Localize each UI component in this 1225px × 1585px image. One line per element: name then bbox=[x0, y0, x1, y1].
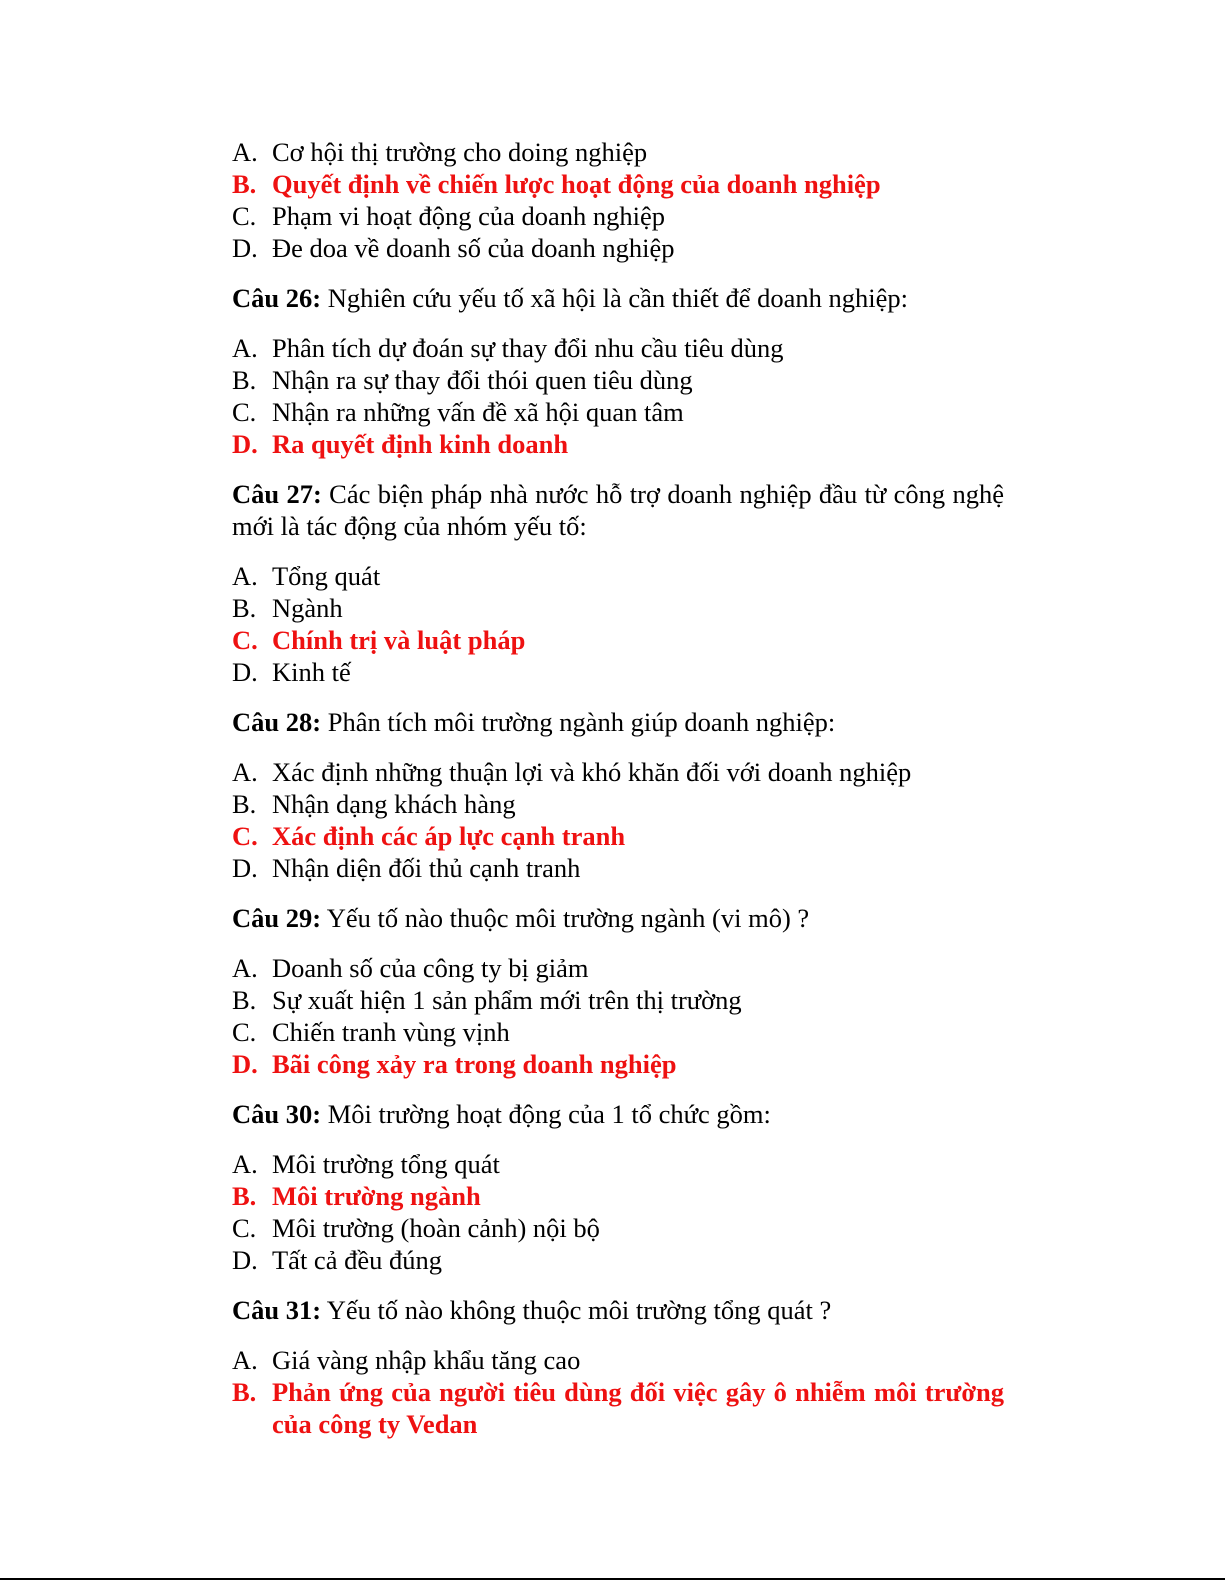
question-26 bbox=[232, 282, 1004, 314]
option-letter: D. bbox=[232, 1245, 258, 1275]
option-text: Sự xuất hiện 1 sản phẩm mới trên thị trường bbox=[272, 985, 742, 1015]
option-text: Bãi công xảy ra trong doanh nghiệp bbox=[272, 1049, 677, 1079]
option-d bbox=[232, 232, 1004, 264]
page-bottom-rule bbox=[0, 1578, 1225, 1580]
option-text: Môi trường tổng quát bbox=[272, 1149, 500, 1179]
option-text: Nhận diện đối thủ cạnh tranh bbox=[272, 853, 581, 883]
option-letter: A. bbox=[232, 561, 258, 591]
question-text: Nghiên cứu yếu tố xã hội là cần thiết để doanh nghiệp: bbox=[327, 283, 908, 313]
option-a bbox=[232, 756, 1004, 788]
question-text: Yếu tố nào thuộc môi trường ngành (vi mô) ? bbox=[326, 903, 810, 933]
option-text: Môi trường ngành bbox=[272, 1181, 481, 1211]
option-letter: C. bbox=[232, 1017, 257, 1047]
option-list bbox=[232, 560, 1004, 688]
option-text: Nhận ra sự thay đổi thói quen tiêu dùng bbox=[272, 365, 693, 395]
option-d bbox=[232, 852, 1004, 884]
option-text: Chiến tranh vùng vịnh bbox=[272, 1017, 510, 1047]
option-c-correct bbox=[232, 624, 1004, 656]
option-c bbox=[232, 1212, 1004, 1244]
question-number: Câu 29: bbox=[232, 903, 322, 933]
option-list bbox=[232, 136, 1004, 264]
option-letter: B. bbox=[232, 985, 257, 1015]
option-letter: A. bbox=[232, 1345, 258, 1375]
option-text: Nhận dạng khách hàng bbox=[272, 789, 516, 819]
option-letter: B. bbox=[232, 169, 257, 199]
option-text: Kinh tế bbox=[272, 657, 351, 687]
option-letter: D. bbox=[232, 429, 258, 459]
option-b-correct bbox=[232, 1376, 1004, 1440]
option-text: Đe doa về doanh số của doanh nghiệp bbox=[272, 233, 675, 263]
option-letter: B. bbox=[232, 365, 257, 395]
option-a bbox=[232, 560, 1004, 592]
option-text: Chính trị và luật pháp bbox=[272, 625, 526, 655]
option-text: Nhận ra những vấn đề xã hội quan tâm bbox=[272, 397, 684, 427]
option-list bbox=[232, 1148, 1004, 1276]
option-letter: A. bbox=[232, 953, 258, 983]
option-c bbox=[232, 396, 1004, 428]
option-c bbox=[232, 200, 1004, 232]
option-b-correct bbox=[232, 1180, 1004, 1212]
option-text: Phản ứng của người tiêu dùng đối việc gây ô nhiễm môi trường của công ty Vedan bbox=[272, 1377, 1004, 1439]
option-list bbox=[232, 756, 1004, 884]
option-text: Ra quyết định kinh doanh bbox=[272, 429, 569, 459]
option-text: Xác định các áp lực cạnh tranh bbox=[272, 821, 626, 851]
option-d-correct bbox=[232, 1048, 1004, 1080]
option-letter: C. bbox=[232, 397, 257, 427]
option-a bbox=[232, 136, 1004, 168]
option-b-correct bbox=[232, 168, 1004, 200]
option-list bbox=[232, 1344, 1004, 1440]
question-number: Câu 31: bbox=[232, 1295, 322, 1325]
option-text: Tất cả đều đúng bbox=[272, 1245, 442, 1275]
question-number: Câu 30: bbox=[232, 1099, 322, 1129]
question-text: Yếu tố nào không thuộc môi trường tổng quát ? bbox=[326, 1295, 832, 1325]
option-a bbox=[232, 952, 1004, 984]
question-31 bbox=[232, 1294, 1004, 1326]
option-list bbox=[232, 952, 1004, 1080]
question-text: Các biện pháp nhà nước hỗ trợ doanh nghiệp đầu từ công nghệ mới là tác động của nhóm yếu tố: bbox=[232, 479, 1005, 541]
option-letter: D. bbox=[232, 1049, 258, 1079]
option-a bbox=[232, 332, 1004, 364]
question-number: Câu 28: bbox=[232, 707, 322, 737]
option-letter: C. bbox=[232, 201, 257, 231]
option-letter: B. bbox=[232, 1377, 257, 1407]
option-text: Quyết định về chiến lược hoạt động của doanh nghiệp bbox=[272, 169, 881, 199]
option-letter: B. bbox=[232, 1181, 257, 1211]
option-letter: C. bbox=[232, 625, 258, 655]
option-letter: C. bbox=[232, 1213, 257, 1243]
option-letter: A. bbox=[232, 1149, 258, 1179]
option-text: Tổng quát bbox=[272, 561, 381, 591]
option-d bbox=[232, 1244, 1004, 1276]
option-text: Phạm vi hoạt động của doanh nghiệp bbox=[272, 201, 666, 231]
question-28 bbox=[232, 706, 1004, 738]
option-b bbox=[232, 984, 1004, 1016]
option-a bbox=[232, 1344, 1004, 1376]
question-text: Phân tích môi trường ngành giúp doanh nghiệp: bbox=[327, 707, 836, 737]
option-b bbox=[232, 592, 1004, 624]
option-c bbox=[232, 1016, 1004, 1048]
option-a bbox=[232, 1148, 1004, 1180]
document-page bbox=[232, 132, 1004, 1440]
option-b bbox=[232, 364, 1004, 396]
option-text: Xác định những thuận lợi và khó khăn đối với doanh nghiệp bbox=[272, 757, 912, 787]
question-number: Câu 27: bbox=[232, 479, 322, 509]
option-letter: D. bbox=[232, 657, 258, 687]
option-text: Cơ hội thị trường cho doing nghiệp bbox=[272, 137, 648, 167]
question-29 bbox=[232, 902, 1004, 934]
option-letter: C. bbox=[232, 821, 258, 851]
option-text: Giá vàng nhập khẩu tăng cao bbox=[272, 1345, 581, 1375]
option-letter: A. bbox=[232, 137, 258, 167]
option-text: Ngành bbox=[272, 593, 343, 623]
option-b bbox=[232, 788, 1004, 820]
option-letter: D. bbox=[232, 233, 258, 263]
option-list bbox=[232, 332, 1004, 460]
option-text: Doanh số của công ty bị giảm bbox=[272, 953, 589, 983]
option-letter: B. bbox=[232, 593, 257, 623]
option-text: Môi trường (hoàn cảnh) nội bộ bbox=[272, 1213, 600, 1243]
option-letter: A. bbox=[232, 333, 258, 363]
option-c-correct bbox=[232, 820, 1004, 852]
option-text: Phân tích dự đoán sự thay đổi nhu cầu tiêu dùng bbox=[272, 333, 784, 363]
option-letter: A. bbox=[232, 757, 258, 787]
question-30 bbox=[232, 1098, 1004, 1130]
question-27 bbox=[232, 478, 1004, 542]
option-d bbox=[232, 656, 1004, 688]
question-number: Câu 26: bbox=[232, 283, 322, 313]
option-letter: B. bbox=[232, 789, 257, 819]
option-letter: D. bbox=[232, 853, 258, 883]
option-d-correct bbox=[232, 428, 1004, 460]
question-text: Môi trường hoạt động của 1 tổ chức gồm: bbox=[327, 1099, 771, 1129]
